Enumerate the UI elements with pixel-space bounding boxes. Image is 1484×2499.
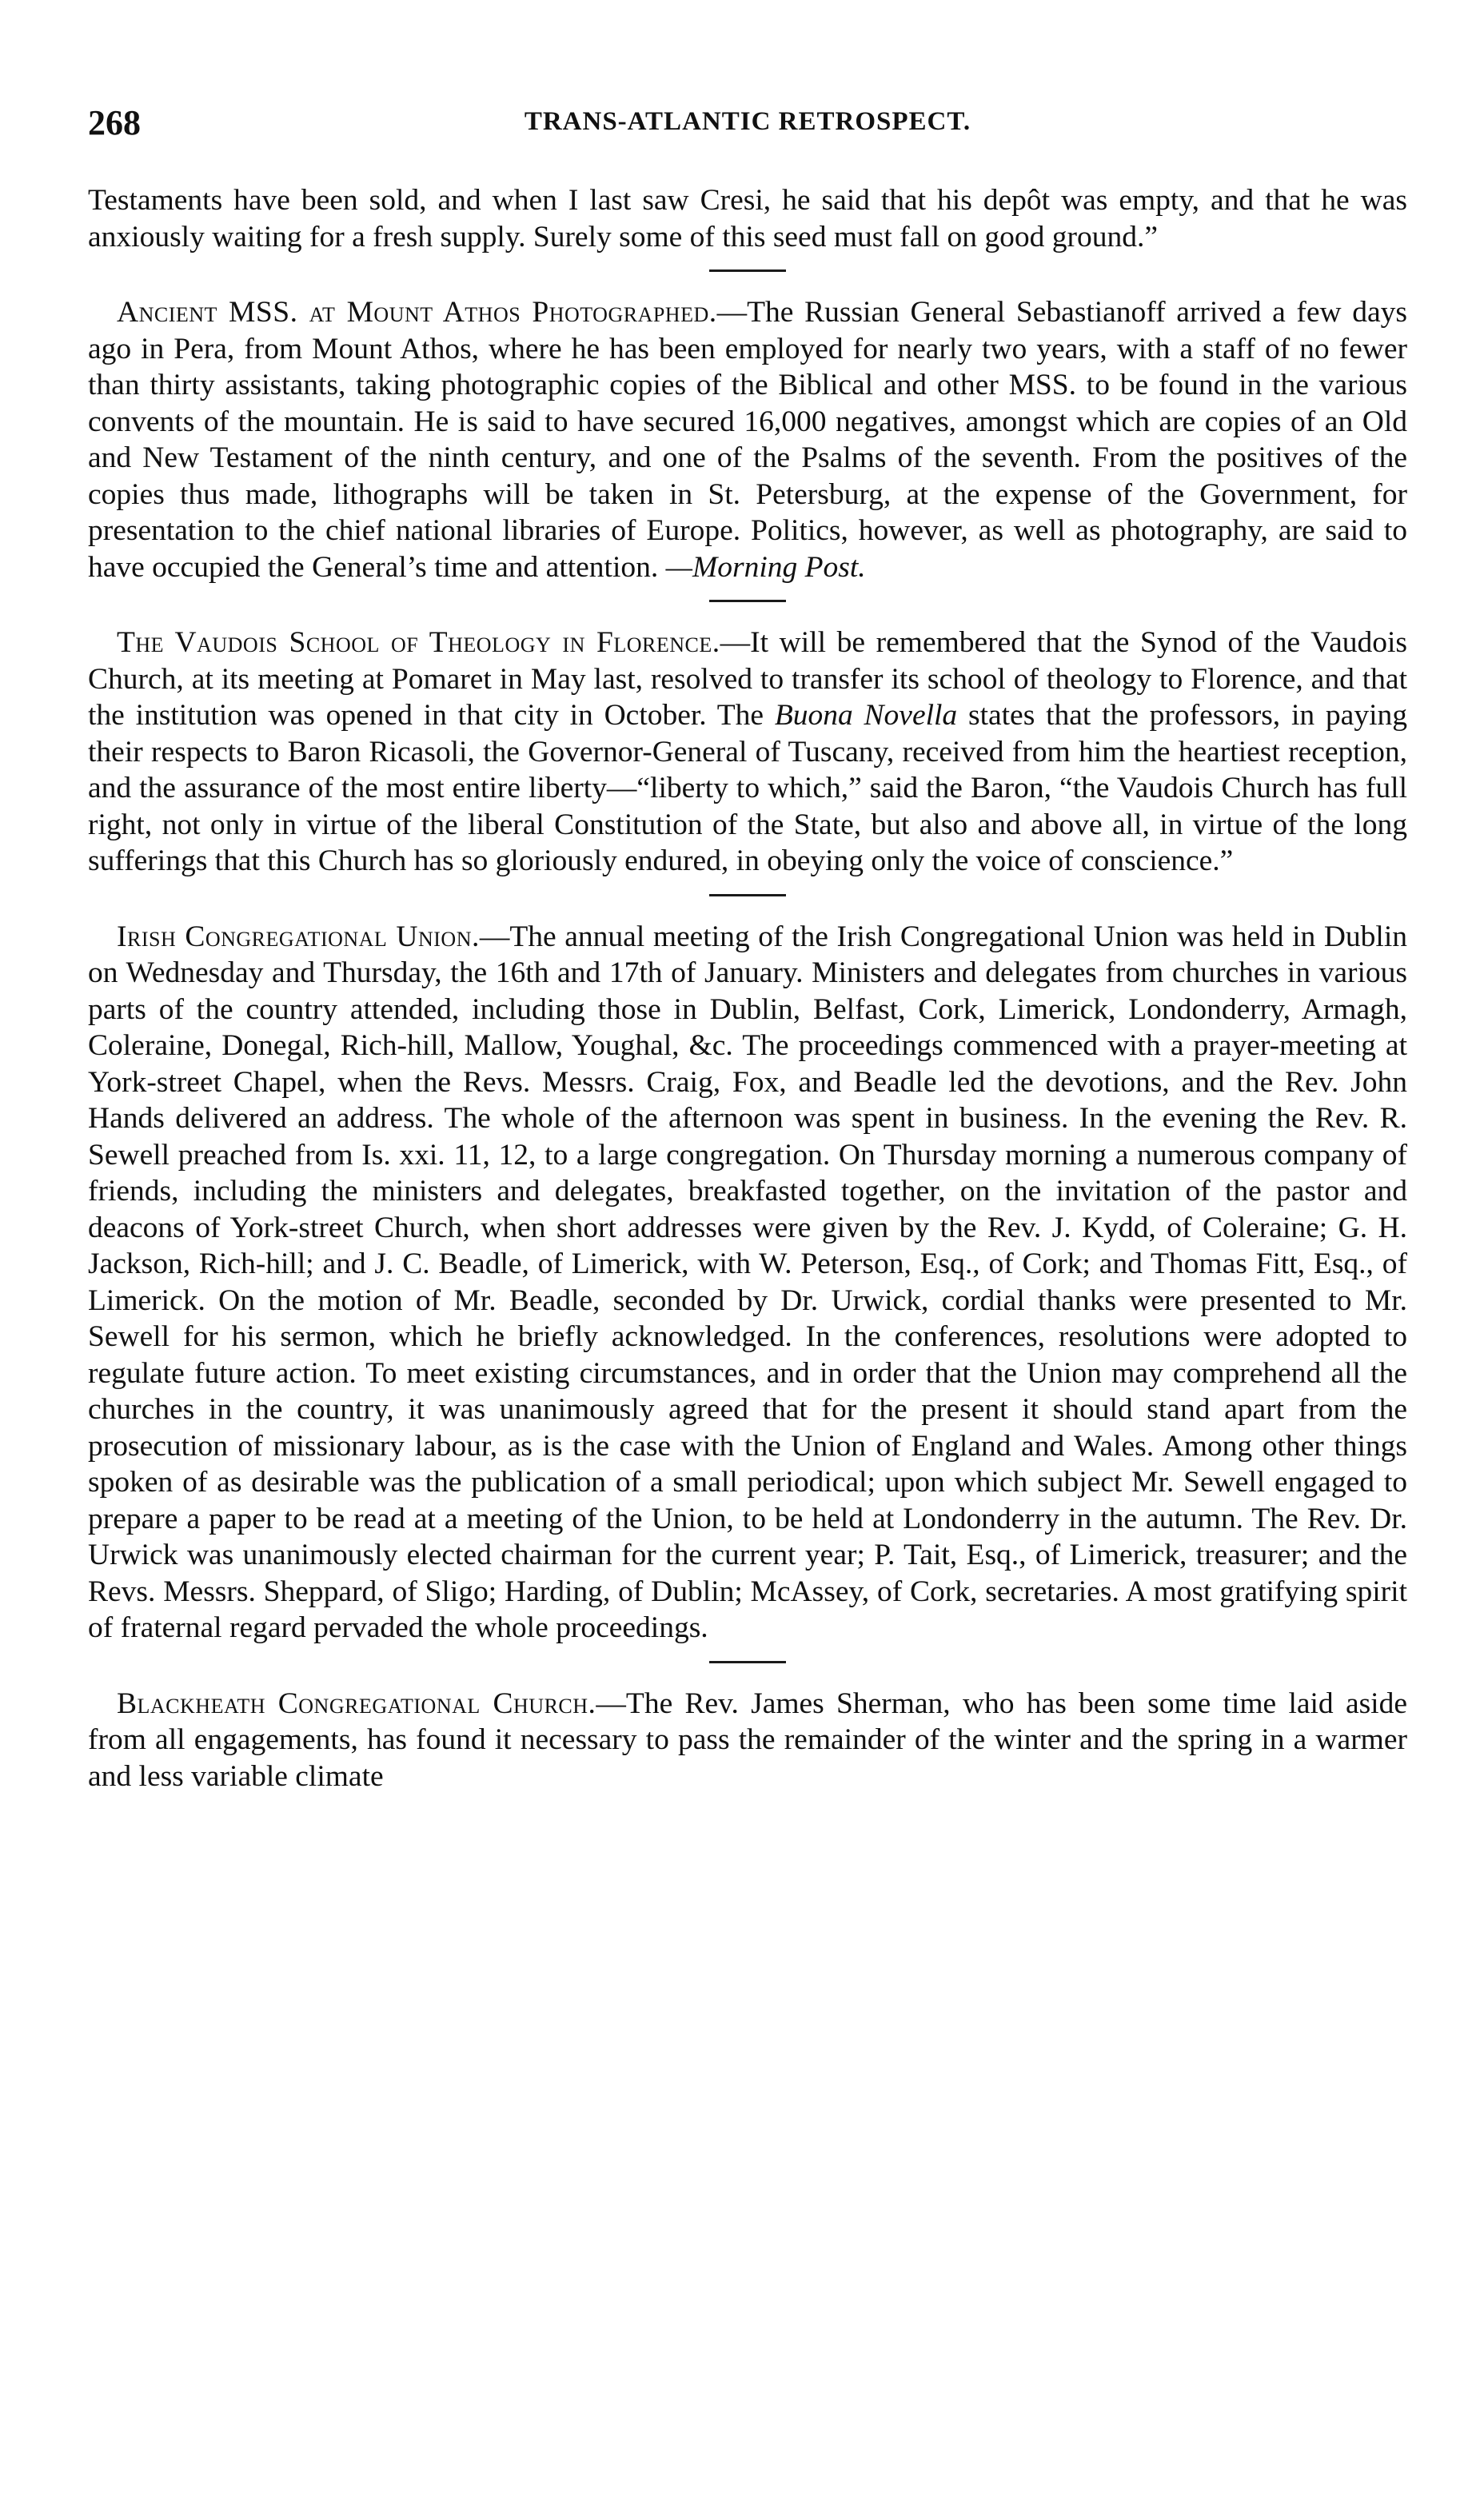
article-mount-athos: [88, 294, 1407, 585]
page-header: [88, 102, 1407, 150]
newspaper-title: Buona Novella: [774, 699, 958, 732]
section-divider: [709, 894, 786, 896]
page-number: 268: [88, 103, 141, 142]
section-divider: [709, 1661, 786, 1663]
section-divider: [709, 600, 786, 602]
running-title: TRANS-ATLANTIC RETROSPECT.: [524, 107, 971, 136]
article-heading: Irish Congregational Union.: [117, 920, 480, 953]
continued-paragraph: Testaments have been sold, and when I last saw Cresi, he said that his depôt was empty, and that he was anxiously waiting for a fresh supply. Surely some of this seed must fall on good ground.”: [88, 184, 1407, 253]
article-body: —The Rev. James Sherman, who has been some time laid aside from all engagements, has found it necessary to pass the remainder of the winter and the spring in a warmer and less variable climate: [88, 1687, 1407, 1793]
article-body: —It will be remembered that the Synod of the Vaudois Church, at its meeting at Pomaret in May last, resolved to transfer its school of theology to Florence, and that the institution was opened in that city in October. The: [88, 626, 1407, 732]
article-heading: Ancient MSS. at Mount Athos Photographed.: [117, 296, 717, 329]
article-vaudois-school: [88, 625, 1407, 880]
article-irish-union: [88, 919, 1407, 1647]
article-body: —The annual meeting of the Irish Congregational Union was held in Dublin on Wednesday and Thursday, the 16th and 17th of January. Ministers and delegates from churches in various parts of the country attended, including those in Dublin, Belfast, Cork, Limerick, Londonderry, Armagh, Coleraine, Donegal, Rich-hill, Mallow, Youghal, &c. The proceedings commenced with a prayer-meeting at York-street Chapel, when the Revs. Messrs. Craig, Fox, and Beadle led the devotions, and the Rev. John Hands delivered an address. The whole of the afternoon was spent in business. In the evening the Rev. R. Sewell preached from Is. xxi. 11, 12, to a large congregation. On Thursday morning a numerous company of friends, including the ministers and delegates, breakfasted together, on the invitation of the pastor and deacons of York-street Church, when short addresses were given by the Rev. J. Kydd, of Coleraine; G. H. Jackson, Rich-hill; and J. C. Beadle, of Limerick, with W. Peterson, Esq., of Cork; and Thomas Fitt, Esq., of Limerick. On the motion of Mr. Beadle, seconded by Dr. Urwick, cordial thanks were presented to Mr. Sewell for his sermon, which he briefly acknowledged. In the conferences, resolutions were adopted to regulate future action. To meet existing circumstances, and in order that the Union may comprehend all the churches in the country, it was unanimously agreed that for the present it should stand apart from the prosecution of missionary labour, as is the case with the Union of England and Wales. Among other things spoken of as desirable was the publication of a small periodical; upon which subject Mr. Sewell engaged to prepare a paper to be read at a meeting of the Union, to be held at Londonderry in the autumn. The Rev. Dr. Urwick was unanimously elected chairman for the current year; P. Tait, Esq., of Limerick, treasurer; and the Revs. Messrs. Sheppard, of Sligo; Harding, of Dublin; McAssey, of Cork, secretaries. A most gratifying spirit of fraternal regard pervaded the whole proceedings.: [88, 920, 1408, 1644]
article-body: —The Russian General Sebastianoff arrived a few days ago in Pera, from Mount Athos, where he has been employed for nearly two years, with a staff of no fewer than thirty assistants, taking photographic copies of the Biblical and other MSS. to be found in the various convents of the mountain. He is said to have secured 16,000 negatives, amongst which are copies of an Old and New Testament of the ninth century, and one of the Psalms of the seventh. From the positives of the copies thus made, lithographs will be taken in St. Petersburg, at the expense of the Government, for presentation to the chief national libraries of Europe. Politics, however, as well as photography, are said to have occupied the General’s time and attention.: [88, 296, 1408, 584]
article-body: states that the professors, in paying their respects to Baron Ricasoli, the Governor-General of Tuscany, received from him the heartiest reception, and the assurance of the most entire liberty—“liberty to which,” said the Baron, “the Vaudois Church has full right, not only in virtue of the liberal Constitution of the State, but also and above all, in virtue of the long sufferings that this Church has so gloriously endured, in obeying only the voice of conscience.”: [88, 699, 1407, 877]
article-source: —Morning Post.: [665, 550, 866, 584]
article-heading: The Vaudois School of Theology in Florence.: [117, 626, 720, 659]
page-body: [88, 182, 1407, 1794]
article-blackheath: [88, 1686, 1407, 1795]
section-divider: [709, 269, 786, 272]
article-heading: Blackheath Congregational Church.: [117, 1687, 596, 1720]
